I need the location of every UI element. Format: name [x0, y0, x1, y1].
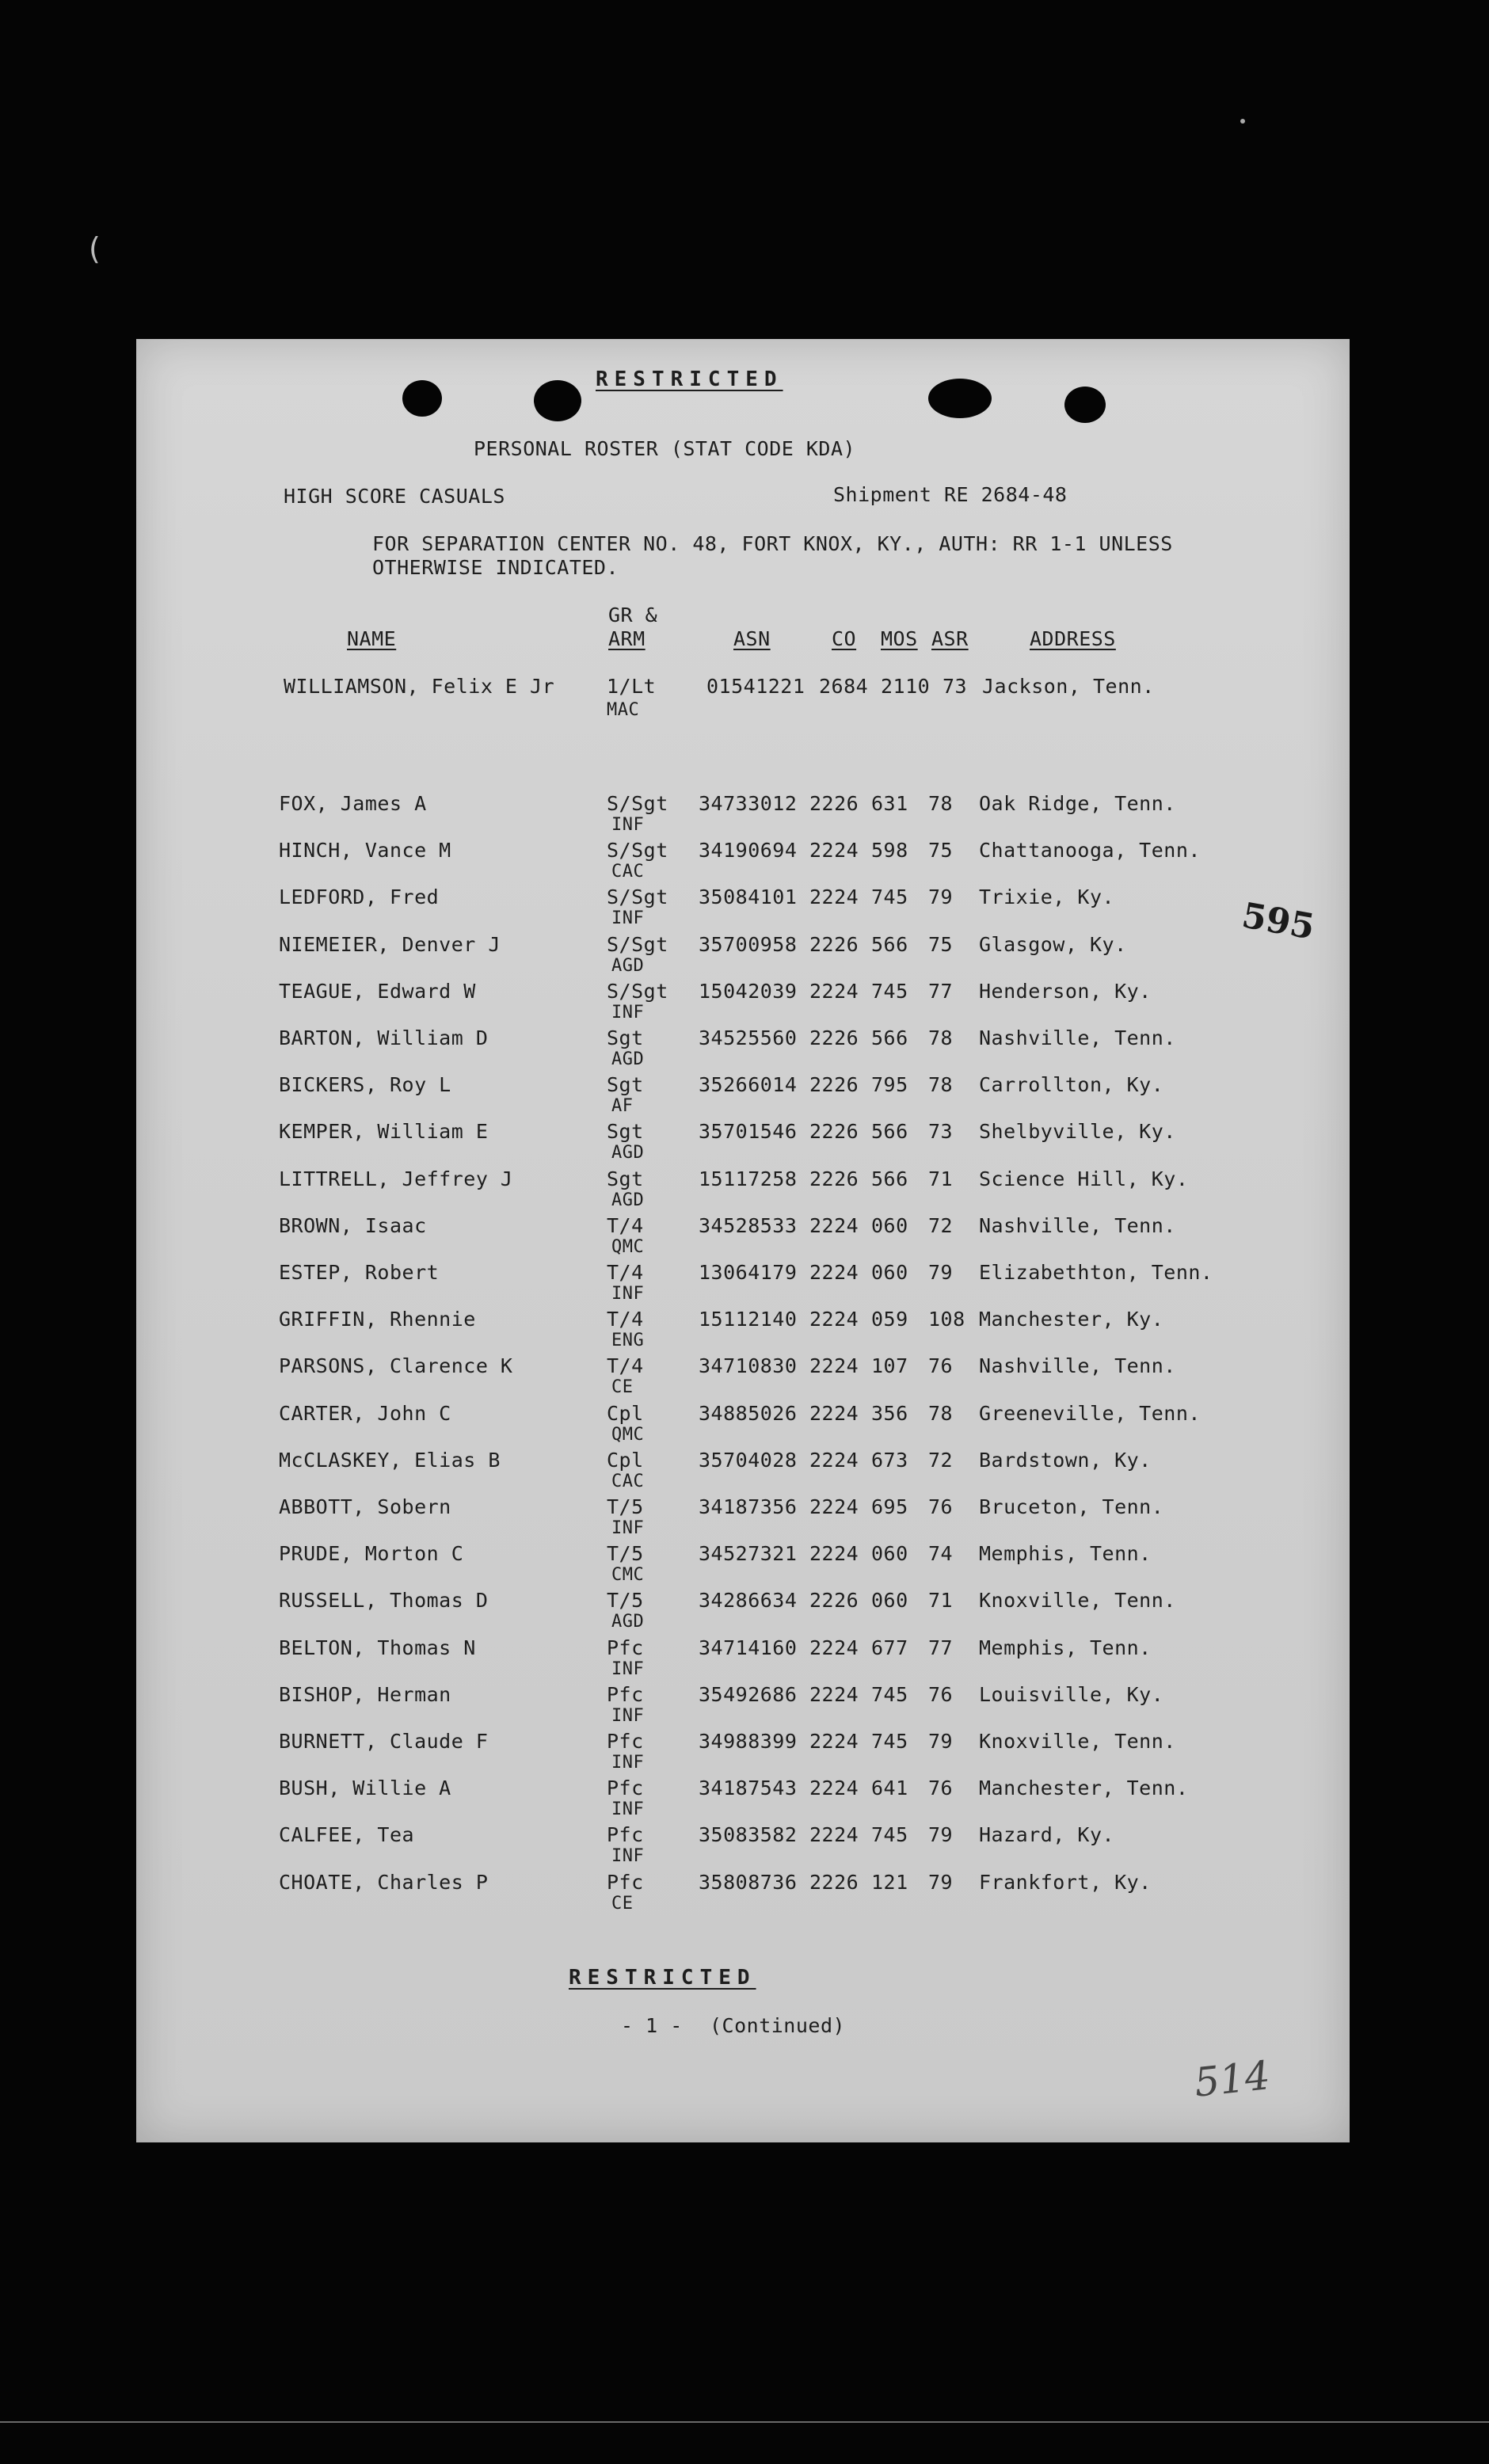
- cell-address: Shelbyville, Ky.: [979, 1120, 1176, 1143]
- cell-arm: AF: [611, 1096, 634, 1116]
- cell-address: Nashville, Tenn.: [979, 1214, 1176, 1237]
- cell-name: BELTON, Thomas N: [279, 1636, 476, 1659]
- cell-address: Carrollton, Ky.: [979, 1073, 1164, 1096]
- cell-name: PRUDE, Morton C: [279, 1542, 464, 1565]
- cell-asn: 34710830: [699, 1354, 798, 1377]
- entry-name: WILLIAMSON, Felix E Jr: [284, 675, 555, 698]
- cell-grade: Pfc: [607, 1777, 644, 1799]
- cell-asn: 35084101: [699, 885, 798, 908]
- entry-asr: 73: [943, 675, 968, 698]
- cell-mos: 673: [871, 1449, 908, 1472]
- handwritten-page-number: 514: [1192, 2052, 1273, 2106]
- cell-arm: INF: [611, 1659, 645, 1679]
- entry-grade: 1/Lt: [607, 675, 657, 698]
- cell-grade: Cpl: [607, 1449, 644, 1472]
- col-arm: ARM: [608, 627, 645, 650]
- cell-asr: 76: [928, 1777, 954, 1799]
- cell-arm: INF: [611, 1706, 645, 1726]
- cell-arm: INF: [611, 1518, 645, 1538]
- cell-co: 2224: [809, 885, 859, 908]
- cell-co: 2224: [809, 1542, 859, 1565]
- cell-mos: 795: [871, 1073, 908, 1096]
- cell-name: ESTEP, Robert: [279, 1261, 440, 1284]
- separation-line-1: FOR SEPARATION CENTER NO. 48, FORT KNOX, KY., AUTH: RR 1-1 UNLESS: [372, 532, 1173, 555]
- cell-address: Louisville, Ky.: [979, 1683, 1164, 1706]
- cell-asn: 15042039: [699, 980, 798, 1003]
- cell-name: LITTRELL, Jeffrey J: [279, 1167, 513, 1190]
- cell-address: Glasgow, Ky.: [979, 933, 1127, 956]
- cell-asn: 34187356: [699, 1495, 798, 1518]
- col-name: NAME: [347, 627, 397, 650]
- cell-arm: AGD: [611, 1049, 645, 1069]
- cell-address: Elizabethton, Tenn.: [979, 1261, 1213, 1284]
- cell-asr: 79: [928, 1730, 954, 1753]
- cell-mos: 060: [871, 1214, 908, 1237]
- cell-arm: ENG: [611, 1331, 645, 1350]
- high-score-heading: HIGH SCORE CASUALS: [284, 485, 505, 508]
- cell-address: Henderson, Ky.: [979, 980, 1152, 1003]
- cell-name: FOX, James A: [279, 792, 427, 815]
- cell-grade: T/5: [607, 1589, 644, 1612]
- cell-mos: 745: [871, 980, 908, 1003]
- cell-mos: 566: [871, 1120, 908, 1143]
- handwritten-stamp-number: 595: [1239, 895, 1318, 948]
- cell-co: 2226: [809, 1871, 859, 1894]
- cell-asr: 72: [928, 1449, 954, 1472]
- cell-co: 2224: [809, 1214, 859, 1237]
- cell-mos: 356: [871, 1402, 908, 1425]
- cell-mos: 745: [871, 1823, 908, 1846]
- entry-asn: 01541221: [706, 675, 805, 698]
- cell-asn: 34528533: [699, 1214, 798, 1237]
- cell-grade: Sgt: [607, 1026, 644, 1049]
- scan-edge-line: [0, 2421, 1489, 2423]
- shipment-number: Shipment RE 2684-48: [833, 483, 1068, 506]
- page-indicator: - 1 -: [621, 2014, 683, 2037]
- cell-arm: CAC: [611, 862, 645, 882]
- cell-asn: 34187543: [699, 1777, 798, 1799]
- cell-mos: 677: [871, 1636, 908, 1659]
- cell-asn: 35808736: [699, 1871, 798, 1894]
- cell-name: KEMPER, William E: [279, 1120, 489, 1143]
- cell-asr: 78: [928, 1026, 954, 1049]
- cell-address: Oak Ridge, Tenn.: [979, 792, 1176, 815]
- cell-grade: Pfc: [607, 1636, 644, 1659]
- col-grade: GR &: [608, 604, 658, 626]
- cell-mos: 631: [871, 792, 908, 815]
- cell-asr: 71: [928, 1167, 954, 1190]
- cell-grade: S/Sgt: [607, 885, 668, 908]
- cell-co: 2226: [809, 1167, 859, 1190]
- cell-mos: 121: [871, 1871, 908, 1894]
- cell-arm: INF: [611, 1846, 645, 1866]
- cell-asr: 75: [928, 839, 954, 862]
- cell-asn: 13064179: [699, 1261, 798, 1284]
- cell-co: 2224: [809, 1449, 859, 1472]
- cell-grade: S/Sgt: [607, 980, 668, 1003]
- cell-mos: 695: [871, 1495, 908, 1518]
- cell-name: McCLASKEY, Elias B: [279, 1449, 501, 1472]
- scan-mark: (: [89, 231, 101, 266]
- cell-grade: Cpl: [607, 1402, 644, 1425]
- cell-co: 2224: [809, 1261, 859, 1284]
- cell-address: Nashville, Tenn.: [979, 1354, 1176, 1377]
- cell-arm: INF: [611, 1003, 645, 1023]
- cell-asr: 77: [928, 980, 954, 1003]
- cell-asn: 15117258: [699, 1167, 798, 1190]
- cell-co: 2226: [809, 1120, 859, 1143]
- scan-speck: [1240, 119, 1245, 124]
- cell-asn: 35083582: [699, 1823, 798, 1846]
- cell-asn: 34286634: [699, 1589, 798, 1612]
- punch-hole: [534, 380, 581, 421]
- cell-arm: INF: [611, 1753, 645, 1773]
- cell-name: CALFEE, Tea: [279, 1823, 415, 1846]
- cell-mos: 745: [871, 1683, 908, 1706]
- cell-address: Chattanooga, Tenn.: [979, 839, 1201, 862]
- punch-hole: [1064, 387, 1106, 423]
- cell-asr: 75: [928, 933, 954, 956]
- col-mos: MOS: [881, 627, 918, 650]
- cell-asr: 79: [928, 1823, 954, 1846]
- cell-asn: 15112140: [699, 1308, 798, 1331]
- cell-arm: CE: [611, 1377, 634, 1397]
- roster-title: PERSONAL ROSTER (STAT CODE KDA): [474, 437, 856, 460]
- cell-name: CARTER, John C: [279, 1402, 451, 1425]
- cell-asn: 34527321: [699, 1542, 798, 1565]
- restricted-footer: RESTRICTED: [569, 1966, 756, 1990]
- cell-name: BUSH, Willie A: [279, 1777, 451, 1799]
- restricted-header: RESTRICTED: [596, 368, 783, 391]
- cell-address: Hazard, Ky.: [979, 1823, 1115, 1846]
- cell-asr: 79: [928, 1871, 954, 1894]
- cell-mos: 641: [871, 1777, 908, 1799]
- cell-grade: Sgt: [607, 1120, 644, 1143]
- cell-asr: 78: [928, 792, 954, 815]
- punch-hole: [928, 379, 992, 418]
- cell-asn: 35704028: [699, 1449, 798, 1472]
- cell-name: NIEMEIER, Denver J: [279, 933, 501, 956]
- cell-asn: 35701546: [699, 1120, 798, 1143]
- cell-co: 2224: [809, 1308, 859, 1331]
- cell-mos: 060: [871, 1261, 908, 1284]
- cell-name: PARSONS, Clarence K: [279, 1354, 513, 1377]
- cell-co: 2224: [809, 1730, 859, 1753]
- cell-name: RUSSELL, Thomas D: [279, 1589, 489, 1612]
- cell-co: 2224: [809, 1402, 859, 1425]
- cell-co: 2224: [809, 1636, 859, 1659]
- cell-name: GRIFFIN, Rhennie: [279, 1308, 476, 1331]
- cell-asr: 72: [928, 1214, 954, 1237]
- cell-name: BARTON, William D: [279, 1026, 489, 1049]
- cell-name: LEDFORD, Fred: [279, 885, 440, 908]
- cell-asr: 108: [928, 1308, 965, 1331]
- cell-arm: CAC: [611, 1472, 645, 1491]
- cell-grade: T/4: [607, 1261, 644, 1284]
- cell-co: 2224: [809, 1823, 859, 1846]
- cell-arm: INF: [611, 815, 645, 835]
- cell-asr: 77: [928, 1636, 954, 1659]
- cell-grade: Sgt: [607, 1073, 644, 1096]
- cell-name: TEAGUE, Edward W: [279, 980, 476, 1003]
- separation-line-2: OTHERWISE INDICATED.: [372, 556, 619, 579]
- cell-arm: CE: [611, 1894, 634, 1914]
- cell-arm: CMC: [611, 1565, 645, 1585]
- cell-asn: 35492686: [699, 1683, 798, 1706]
- cell-arm: AGD: [611, 1190, 645, 1210]
- cell-arm: QMC: [611, 1425, 645, 1445]
- cell-arm: INF: [611, 1799, 645, 1819]
- cell-asr: 73: [928, 1120, 954, 1143]
- cell-name: CHOATE, Charles P: [279, 1871, 489, 1894]
- cell-asr: 76: [928, 1683, 954, 1706]
- entry-co: 2684: [819, 675, 869, 698]
- cell-asr: 79: [928, 885, 954, 908]
- cell-grade: T/5: [607, 1542, 644, 1565]
- cell-mos: 598: [871, 839, 908, 862]
- cell-grade: Sgt: [607, 1167, 644, 1190]
- cell-name: ABBOTT, Sobern: [279, 1495, 451, 1518]
- cell-grade: T/4: [607, 1354, 644, 1377]
- cell-co: 2224: [809, 980, 859, 1003]
- cell-asn: 34525560: [699, 1026, 798, 1049]
- entry-address: Jackson, Tenn.: [982, 675, 1155, 698]
- cell-mos: 060: [871, 1589, 908, 1612]
- cell-address: Manchester, Ky.: [979, 1308, 1164, 1331]
- cell-asr: 74: [928, 1542, 954, 1565]
- cell-mos: 745: [871, 885, 908, 908]
- cell-arm: INF: [611, 1284, 645, 1304]
- col-asn: ASN: [733, 627, 771, 650]
- cell-asr: 71: [928, 1589, 954, 1612]
- cell-co: 2226: [809, 792, 859, 815]
- cell-address: Memphis, Tenn.: [979, 1636, 1152, 1659]
- cell-asr: 76: [928, 1495, 954, 1518]
- cell-name: BISHOP, Herman: [279, 1683, 451, 1706]
- cell-asr: 76: [928, 1354, 954, 1377]
- cell-asr: 78: [928, 1073, 954, 1096]
- cell-address: Science Hill, Ky.: [979, 1167, 1189, 1190]
- cell-asn: 34190694: [699, 839, 798, 862]
- cell-co: 2226: [809, 1589, 859, 1612]
- cell-grade: S/Sgt: [607, 933, 668, 956]
- col-co: CO: [832, 627, 857, 650]
- cell-co: 2226: [809, 1073, 859, 1096]
- entry-arm: MAC: [607, 700, 640, 720]
- cell-co: 2226: [809, 1026, 859, 1049]
- cell-asn: 34885026: [699, 1402, 798, 1425]
- cell-grade: T/5: [607, 1495, 644, 1518]
- cell-asn: 34733012: [699, 792, 798, 815]
- cell-address: Nashville, Tenn.: [979, 1026, 1176, 1049]
- cell-co: 2224: [809, 1777, 859, 1799]
- cell-grade: S/Sgt: [607, 839, 668, 862]
- cell-address: Trixie, Ky.: [979, 885, 1115, 908]
- cell-mos: 059: [871, 1308, 908, 1331]
- cell-asr: 78: [928, 1402, 954, 1425]
- col-address: ADDRESS: [1030, 627, 1116, 650]
- cell-co: 2224: [809, 839, 859, 862]
- cell-asn: 35700958: [699, 933, 798, 956]
- cell-grade: T/4: [607, 1308, 644, 1331]
- punch-hole: [402, 380, 442, 417]
- cell-asn: 35266014: [699, 1073, 798, 1096]
- cell-address: Memphis, Tenn.: [979, 1542, 1152, 1565]
- cell-arm: QMC: [611, 1237, 645, 1257]
- cell-asn: 34714160: [699, 1636, 798, 1659]
- cell-grade: Pfc: [607, 1871, 644, 1894]
- cell-grade: Pfc: [607, 1823, 644, 1846]
- cell-asn: 34988399: [699, 1730, 798, 1753]
- cell-co: 2224: [809, 1354, 859, 1377]
- cell-grade: Pfc: [607, 1683, 644, 1706]
- cell-address: Frankfort, Ky.: [979, 1871, 1152, 1894]
- cell-address: Manchester, Tenn.: [979, 1777, 1189, 1799]
- cell-mos: 745: [871, 1730, 908, 1753]
- cell-co: 2224: [809, 1683, 859, 1706]
- cell-co: 2226: [809, 933, 859, 956]
- cell-asr: 79: [928, 1261, 954, 1284]
- cell-address: Greeneville, Tenn.: [979, 1402, 1201, 1425]
- cell-name: BURNETT, Claude F: [279, 1730, 489, 1753]
- col-asr: ASR: [931, 627, 969, 650]
- cell-arm: AGD: [611, 956, 645, 976]
- cell-name: BROWN, Isaac: [279, 1214, 427, 1237]
- cell-mos: 566: [871, 1167, 908, 1190]
- cell-address: Knoxville, Tenn.: [979, 1730, 1176, 1753]
- cell-mos: 566: [871, 933, 908, 956]
- entry-mos: 2110: [881, 675, 931, 698]
- cell-grade: S/Sgt: [607, 792, 668, 815]
- cell-mos: 566: [871, 1026, 908, 1049]
- cell-grade: Pfc: [607, 1730, 644, 1753]
- cell-mos: 107: [871, 1354, 908, 1377]
- cell-arm: AGD: [611, 1143, 645, 1163]
- cell-arm: INF: [611, 908, 645, 928]
- cell-grade: T/4: [607, 1214, 644, 1237]
- cell-mos: 060: [871, 1542, 908, 1565]
- cell-co: 2224: [809, 1495, 859, 1518]
- cell-arm: AGD: [611, 1612, 645, 1632]
- cell-address: Bardstown, Ky.: [979, 1449, 1152, 1472]
- cell-name: BICKERS, Roy L: [279, 1073, 451, 1096]
- cell-address: Bruceton, Tenn.: [979, 1495, 1164, 1518]
- continued-label: (Continued): [710, 2014, 846, 2037]
- cell-address: Knoxville, Tenn.: [979, 1589, 1176, 1612]
- cell-name: HINCH, Vance M: [279, 839, 451, 862]
